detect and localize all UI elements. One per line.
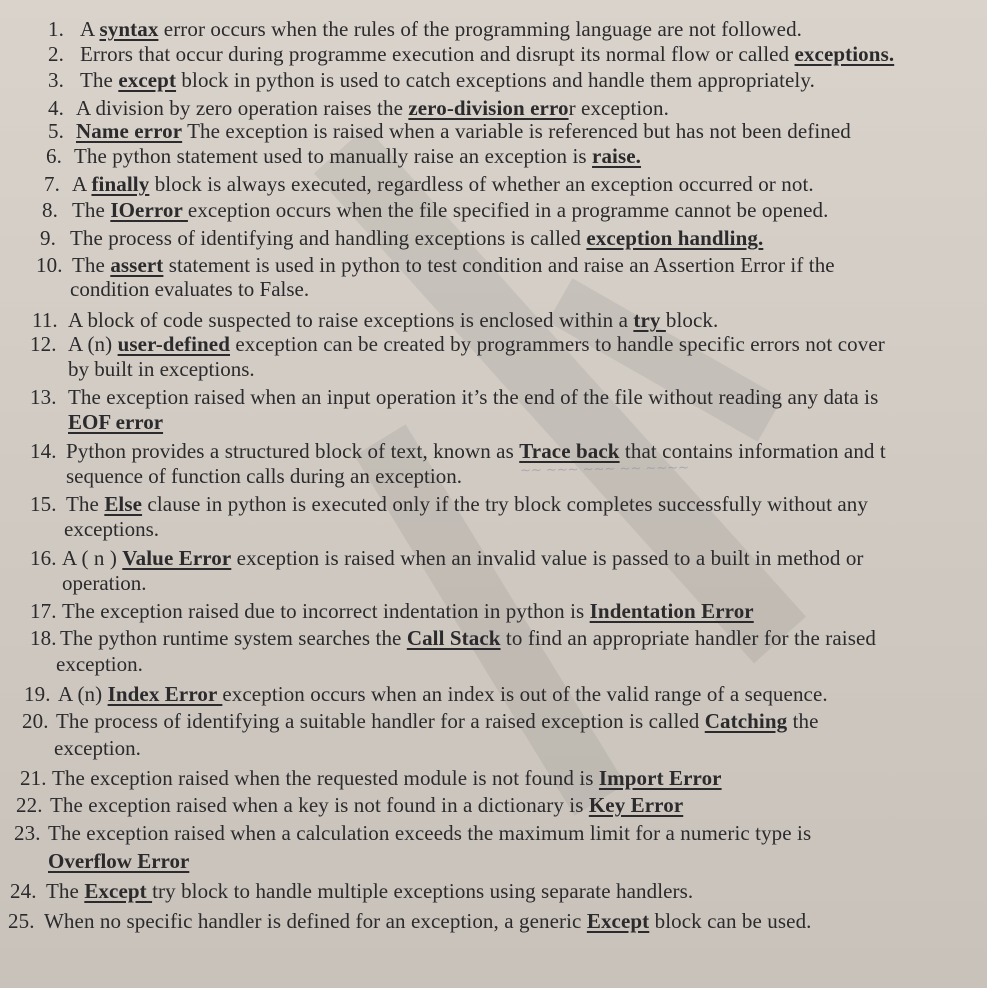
question-text-pre: The exception raised when a calculation exceeds the maximum limit for a numeric type is	[48, 821, 812, 845]
question-continuation	[70, 276, 309, 302]
question-number: 4.	[48, 96, 64, 120]
question-number: 16.	[30, 546, 57, 570]
continuation-text-pre: exception.	[56, 652, 143, 676]
question-text-post: statement is used in python to test condition and raise an Assertion Error if the	[163, 253, 835, 277]
question-text	[68, 307, 718, 333]
question-continuation	[56, 651, 143, 677]
question-continuation	[68, 409, 163, 435]
question-text-post: exception occurs when an index is out of the valid range of a sequence.	[222, 682, 828, 706]
continuation-text-pre: exception.	[54, 736, 141, 760]
question-text-post: the	[787, 709, 819, 733]
question-number: 2.	[48, 42, 64, 66]
answer-text: user-defined	[117, 332, 231, 356]
answer-text: finally	[91, 172, 150, 196]
question-text	[58, 681, 828, 707]
answer-text: Except	[84, 879, 153, 903]
continuation-answer-text: EOF error	[68, 410, 164, 434]
continuation-text-pre: sequence of function calls during an exception.	[66, 464, 462, 488]
question-text-post: that contains information and t	[619, 439, 886, 463]
question-text	[66, 491, 868, 517]
question-number: 5.	[48, 119, 64, 143]
answer-text: Index Error	[107, 682, 223, 706]
answer-text: Key Error	[588, 793, 684, 817]
question-text-pre: The python statement used to manually raise an exception is	[74, 144, 593, 168]
question-text-pre: Python provides a structured block of text, known as	[66, 439, 520, 463]
question-text-pre: The	[66, 492, 105, 516]
question-continuation	[48, 848, 189, 874]
question-text	[72, 171, 814, 197]
question-text	[68, 331, 885, 357]
question-text-pre: The exception raised when the requested module is not found is	[52, 766, 599, 790]
answer-text: Import Error	[598, 766, 722, 790]
question-number: 1.	[48, 17, 64, 41]
question-number: 22.	[16, 793, 43, 817]
question-text-post: exception is raised when an invalid value is passed to a built in method or	[231, 546, 864, 570]
question-number: 11.	[32, 308, 58, 332]
question-text-pre: Errors that occur during programme execution and disrupt its normal flow or called	[80, 42, 795, 66]
question-text-pre: A	[80, 17, 100, 41]
question-continuation	[66, 463, 462, 489]
question-text-pre: A block of code suspected to raise exceptions is enclosed within a	[68, 308, 634, 332]
question-continuation	[54, 735, 141, 761]
question-number: 19.	[24, 682, 51, 706]
question-number: 7.	[44, 172, 60, 196]
question-text-pre: The	[80, 68, 119, 92]
question-number: 14.	[30, 439, 57, 463]
question-text	[62, 598, 754, 624]
question-number: 23.	[14, 821, 41, 845]
question-text	[44, 908, 812, 934]
question-continuation	[68, 356, 255, 382]
question-continuation	[62, 570, 147, 596]
question-text-pre: The process of identifying a suitable handler for a raised exception is called	[56, 709, 705, 733]
question-number: 6.	[46, 144, 62, 168]
question-text	[70, 225, 763, 251]
answer-text: raise.	[592, 144, 642, 168]
question-number: 21.	[20, 766, 47, 790]
question-text	[74, 143, 641, 169]
question-text-post: r exception.	[568, 96, 669, 120]
question-text	[50, 792, 683, 818]
question-number: 9.	[40, 226, 56, 250]
question-number: 8.	[42, 198, 58, 222]
question-text	[80, 67, 815, 93]
question-text-pre: The exception raised when an input operation it’s the end of the file without reading any data is	[68, 385, 879, 409]
question-text	[76, 118, 851, 144]
continuation-text-pre: condition evaluates to False.	[70, 277, 310, 301]
answer-text: Value Error	[122, 546, 232, 570]
question-text-post: block in python is used to catch exceptions and handle them appropriately.	[176, 68, 815, 92]
answer-text: Name error	[76, 119, 183, 143]
question-text-pre: The	[46, 879, 85, 903]
question-text	[56, 708, 819, 734]
question-text-pre: A division by zero operation raises the	[76, 96, 409, 120]
question-text	[72, 252, 835, 278]
answer-text: Indentation Error	[589, 599, 754, 623]
question-text	[80, 41, 894, 67]
question-text-post: clause in python is executed only if the try block completes successfully without any	[142, 492, 868, 516]
question-text-post: error occurs when the rules of the programming language are not followed.	[158, 17, 803, 41]
question-text-pre: The	[72, 253, 111, 277]
question-number: 13.	[30, 385, 57, 409]
question-text-post: block can be used.	[649, 909, 812, 933]
answer-text: Else	[104, 492, 143, 516]
question-number: 20.	[22, 709, 49, 733]
continuation-text-pre: exceptions.	[64, 517, 160, 541]
answer-text: IOerror	[110, 198, 188, 222]
question-text	[66, 438, 886, 464]
answer-text: zero-division erro	[408, 96, 569, 120]
question-text	[48, 820, 811, 846]
question-number: 24.	[10, 879, 37, 903]
answer-text: exception handling.	[586, 226, 764, 250]
question-text-post: exception can be created by programmers to handle specific errors not cover	[230, 332, 885, 356]
question-text-pre: The exception raised due to incorrect indentation in python is	[62, 599, 590, 623]
handwritten-note: ~~ ~~~ ~~~ ~~ ~~~~	[519, 460, 690, 479]
answer-text: Except	[586, 909, 650, 933]
question-number: 18.	[30, 626, 57, 650]
question-number: 12.	[30, 332, 57, 356]
answer-text: Catching	[704, 709, 788, 733]
continuation-text-pre: operation.	[62, 571, 147, 595]
question-text	[60, 625, 876, 651]
answer-text: assert	[110, 253, 164, 277]
question-text	[80, 16, 802, 42]
question-text	[52, 765, 722, 791]
question-number: 15.	[30, 492, 57, 516]
question-text-post: try block to handle multiple exceptions using separate handlers.	[152, 879, 694, 903]
question-text-post: to find an appropriate handler for the raised	[500, 626, 877, 650]
question-text-post: The exception is raised when a variable is referenced but has not been defined	[182, 119, 851, 143]
question-text-pre: A (n)	[58, 682, 108, 706]
answer-text: exceptions.	[794, 42, 895, 66]
answer-text: Trace back	[519, 439, 620, 463]
question-number: 10.	[36, 253, 63, 277]
question-text-pre: A (n)	[68, 332, 118, 356]
question-number: 17.	[30, 599, 57, 623]
answer-text: except	[118, 68, 177, 92]
question-text-pre: The exception raised when a key is not found in a dictionary is	[50, 793, 589, 817]
question-number: 3.	[48, 68, 64, 92]
question-text	[72, 197, 828, 223]
question-text-pre: A	[72, 172, 92, 196]
answer-text: try	[633, 308, 666, 332]
question-text-post: exception occurs when the file specified in a programme cannot be opened.	[187, 198, 829, 222]
question-text-post: block.	[665, 308, 719, 332]
question-continuation	[64, 516, 159, 542]
question-number: 25.	[8, 909, 35, 933]
question-text	[62, 545, 864, 571]
question-text-pre: The process of identifying and handling exceptions is called	[70, 226, 587, 250]
continuation-answer-text: Overflow Error	[48, 849, 190, 873]
question-text-pre: The	[72, 198, 111, 222]
answer-text: syntax	[99, 17, 159, 41]
answer-text: Call Stack	[406, 626, 501, 650]
question-text	[46, 878, 693, 904]
continuation-text-pre: by built in exceptions.	[68, 357, 255, 381]
question-text-pre: When no specific handler is defined for an exception, a generic	[44, 909, 587, 933]
question-text-post: block is always executed, regardless of whether an exception occurred or not.	[149, 172, 814, 196]
question-text-pre: A ( n )	[62, 546, 123, 570]
question-text	[68, 384, 878, 410]
question-text-pre: The python runtime system searches the	[60, 626, 407, 650]
